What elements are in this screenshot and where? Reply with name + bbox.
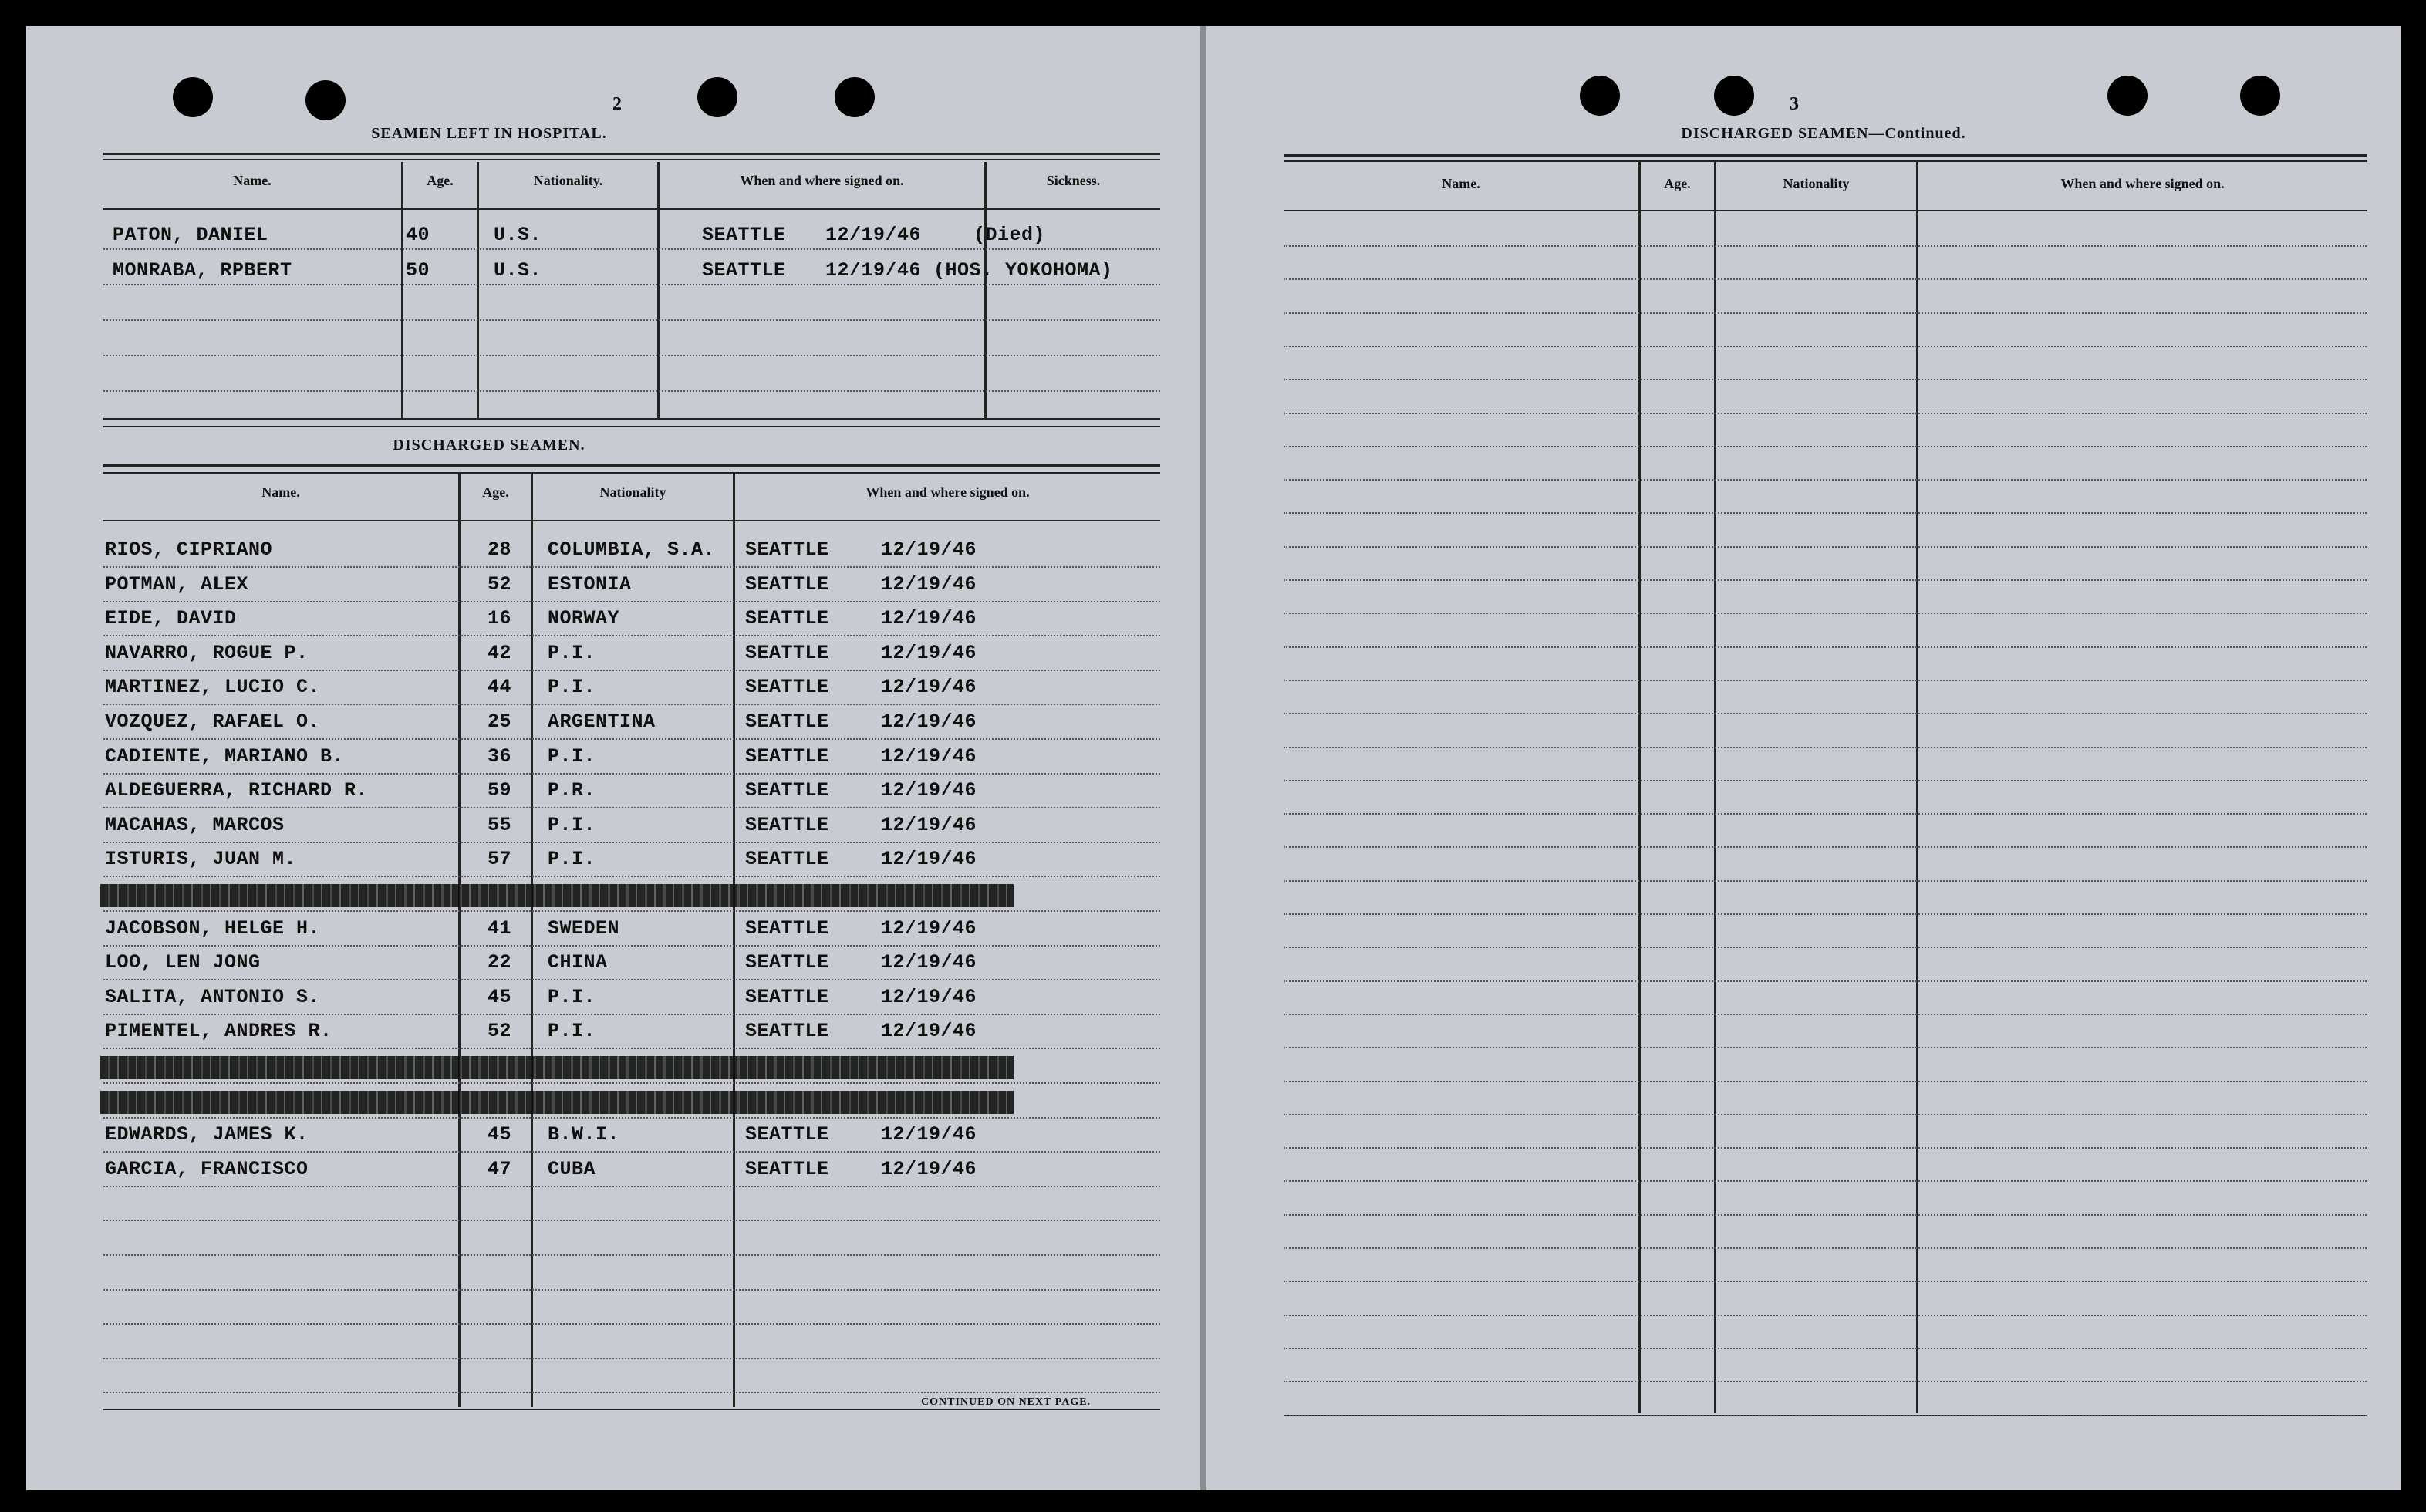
ruled-line <box>103 842 1160 843</box>
hospital-row-date: 12/19/46 <box>825 259 922 282</box>
discharged-row-name: NAVARRO, ROGUE P. <box>105 642 309 664</box>
discharged-row-place: SEATTLE <box>745 951 829 974</box>
discharged-row-nationality: CUBA <box>548 1158 596 1180</box>
discharged-row-date: 12/19/46 <box>881 779 977 802</box>
discharged-row-place: SEATTLE <box>745 676 829 698</box>
punch-hole <box>1714 76 1754 116</box>
ruled-line <box>1284 1014 2367 1015</box>
discharged-row-age: 57 <box>488 848 512 870</box>
ruled-line <box>103 635 1160 636</box>
ruled-line <box>103 670 1160 671</box>
discharged-row-date: 12/19/46 <box>881 1123 977 1146</box>
ruled-line <box>1284 278 2367 280</box>
ruled-line <box>1284 1147 2367 1149</box>
discharged-row-name: VOZQUEZ, RAFAEL O. <box>105 710 321 733</box>
punch-hole <box>2107 76 2148 116</box>
discharged-row-place: SEATTLE <box>745 848 829 870</box>
ruled-line <box>1284 780 2367 781</box>
discharged-row-place: SEATTLE <box>745 745 829 768</box>
discharged-row-name: JACOBSON, HELGE H. <box>105 917 321 940</box>
ruled-line <box>103 1392 1160 1393</box>
discharged-row-name: ISTURIS, JUAN M. <box>105 848 297 870</box>
discharged-row-nationality: SWEDEN <box>548 917 620 940</box>
ruled-line <box>103 1151 1160 1153</box>
discharged-row-date: 12/19/46 <box>881 917 977 940</box>
discharged-row-name: RIOS, CIPRIANO <box>105 538 273 561</box>
hospital-row-age: 40 <box>406 224 430 246</box>
discharged-row-date: 12/19/46 <box>881 814 977 836</box>
discharged-row-name: LOO, LEN JONG <box>105 951 261 974</box>
page-number: 3 <box>1790 94 1799 114</box>
discharged-row-place: SEATTLE <box>745 642 829 664</box>
ruled-line <box>1284 413 2367 414</box>
hospital-row-nationality: U.S. <box>494 259 542 282</box>
ruled-line <box>1284 813 2367 815</box>
discharged-row-place: SEATTLE <box>745 538 829 561</box>
ruled-line <box>1284 1381 2367 1382</box>
left-page <box>26 26 1200 1490</box>
discharged-row-place: SEATTLE <box>745 607 829 629</box>
discharged-header-age: Age. <box>482 484 509 500</box>
hospital-header-signed-on: When and where signed on. <box>740 173 904 188</box>
ruled-line <box>1284 680 2367 681</box>
discharged-row-name: PIMENTEL, ANDRES R. <box>105 1020 332 1042</box>
discharged-row-age: 16 <box>488 607 512 629</box>
ruled-line <box>1284 747 2367 748</box>
ruled-line <box>103 566 1160 568</box>
ruled-line <box>103 1323 1160 1325</box>
hospital-row-age: 50 <box>406 259 430 282</box>
ruled-line <box>1284 379 2367 380</box>
ruled-line <box>103 1014 1160 1015</box>
hospital-row-place: SEATTLE <box>702 259 786 282</box>
hospital-row-sickness: (HOS. YOKOHOMA) <box>933 259 1113 282</box>
ruled-line <box>1284 245 2367 247</box>
discharged-row-age: 42 <box>488 642 512 664</box>
page-number: 2 <box>612 94 622 114</box>
discharged-row-name: MARTINEZ, LUCIO C. <box>105 676 321 698</box>
ruled-line <box>1284 1214 2367 1216</box>
discharged-row-place: SEATTLE <box>745 779 829 802</box>
discharged-row-date: 12/19/46 <box>881 642 977 664</box>
ruled-line <box>1284 346 2367 347</box>
discharged-row-age: 55 <box>488 814 512 836</box>
discharged-row-age: 52 <box>488 1020 512 1042</box>
ruled-line <box>103 1358 1160 1359</box>
ruled-line <box>1284 1047 2367 1048</box>
hospital-row-name: MONRABA, RPBERT <box>113 259 292 282</box>
continued-header-nationality: Nationality <box>1783 176 1850 191</box>
hospital-row-sickness: (Died) <box>973 224 1046 246</box>
ruled-line <box>1284 1348 2367 1349</box>
hospital-title: SEAMEN LEFT IN HOSPITAL. <box>371 125 607 142</box>
struck-out-row <box>100 884 1014 907</box>
struck-out-row <box>100 1091 1014 1114</box>
discharged-row-nationality: P.I. <box>548 676 596 698</box>
discharged-row-place: SEATTLE <box>745 1020 829 1042</box>
punch-hole <box>305 80 346 120</box>
discharged-row-nationality: COLUMBIA, S.A. <box>548 538 716 561</box>
discharged-row-age: 25 <box>488 710 512 733</box>
ruled-line <box>1284 446 2367 447</box>
discharged-row-date: 12/19/46 <box>881 986 977 1008</box>
ruled-line <box>103 1082 1160 1084</box>
discharged-row-name: EIDE, DAVID <box>105 607 237 629</box>
discharged-row-nationality: CHINA <box>548 951 608 974</box>
ruled-line <box>1284 512 2367 514</box>
discharged-title: DISCHARGED SEAMEN. <box>393 437 585 454</box>
discharged-row-name: POTMAN, ALEX <box>105 573 249 596</box>
ruled-line <box>1284 646 2367 648</box>
continued-note: CONTINUED ON NEXT PAGE. <box>921 1396 1092 1408</box>
ruled-line <box>1284 1247 2367 1249</box>
ruled-line <box>1284 613 2367 614</box>
ruled-line <box>1284 312 2367 314</box>
discharged-row-date: 12/19/46 <box>881 676 977 698</box>
discharged-row-name: CADIENTE, MARIANO B. <box>105 745 345 768</box>
ruled-line <box>103 807 1160 808</box>
discharged-row-age: 22 <box>488 951 512 974</box>
ruled-line <box>103 1117 1160 1119</box>
discharged-row-place: SEATTLE <box>745 573 829 596</box>
ruled-line <box>1284 546 2367 548</box>
discharged-row-place: SEATTLE <box>745 1123 829 1146</box>
hospital-header-sickness: Sickness. <box>1046 173 1101 188</box>
discharged-header-name: Name. <box>261 484 300 500</box>
continued-header-age: Age. <box>1664 176 1691 191</box>
discharged-row-name: MACAHAS, MARCOS <box>105 814 285 836</box>
discharged-row-place: SEATTLE <box>745 710 829 733</box>
ruled-line <box>1284 1281 2367 1282</box>
discharged-row-nationality: P.R. <box>548 779 596 802</box>
discharged-row-age: 59 <box>488 779 512 802</box>
discharged-row-date: 12/19/46 <box>881 1158 977 1180</box>
ruled-line <box>103 601 1160 602</box>
discharged-row-nationality: P.I. <box>548 1020 596 1042</box>
hospital-row-nationality: U.S. <box>494 224 542 246</box>
discharged-row-age: 52 <box>488 573 512 596</box>
discharged-row-nationality: P.I. <box>548 642 596 664</box>
hospital-row-name: PATON, DANIEL <box>113 224 268 246</box>
ruled-line <box>1284 947 2367 948</box>
discharged-row-date: 12/19/46 <box>881 951 977 974</box>
ruled-line <box>103 704 1160 705</box>
discharged-row-age: 45 <box>488 986 512 1008</box>
discharged-row-date: 12/19/46 <box>881 573 977 596</box>
discharged-row-name: SALITA, ANTONIO S. <box>105 986 321 1008</box>
ruled-line <box>1284 980 2367 982</box>
ruled-line <box>1284 1081 2367 1082</box>
discharged-row-age: 36 <box>488 745 512 768</box>
punch-hole <box>697 77 737 117</box>
hospital-header-nationality: Nationality. <box>533 173 603 188</box>
ruled-line <box>103 979 1160 980</box>
ruled-line <box>1284 479 2367 481</box>
hospital-row-place: SEATTLE <box>702 224 786 246</box>
ruled-line <box>103 910 1160 912</box>
discharged-row-nationality: P.I. <box>548 986 596 1008</box>
discharged-row-date: 12/19/46 <box>881 538 977 561</box>
discharged-row-nationality: P.I. <box>548 745 596 768</box>
ruled-line <box>1284 1415 2367 1416</box>
ruled-line <box>1284 1114 2367 1115</box>
continued-header-signed-on: When and where signed on. <box>2060 176 2225 191</box>
ruled-line <box>1284 713 2367 714</box>
discharged-row-name: EDWARDS, JAMES K. <box>105 1123 309 1146</box>
ruled-line <box>103 1254 1160 1256</box>
discharged-row-date: 12/19/46 <box>881 848 977 870</box>
discharged-row-place: SEATTLE <box>745 986 829 1008</box>
ruled-line <box>1284 579 2367 581</box>
discharged-row-date: 12/19/46 <box>881 710 977 733</box>
discharged-row-nationality: NORWAY <box>548 607 620 629</box>
punch-hole <box>173 77 213 117</box>
discharged-row-place: SEATTLE <box>745 1158 829 1180</box>
discharged-row-nationality: ESTONIA <box>548 573 632 596</box>
discharged-row-place: SEATTLE <box>745 917 829 940</box>
discharged-row-age: 45 <box>488 1123 512 1146</box>
discharged-row-place: SEATTLE <box>745 814 829 836</box>
discharged-row-name: ALDEGUERRA, RICHARD R. <box>105 779 369 802</box>
discharged-row-date: 12/19/46 <box>881 1020 977 1042</box>
ruled-line <box>1284 1180 2367 1182</box>
discharged-header-signed-on: When and where signed on. <box>865 484 1030 500</box>
discharged-row-age: 44 <box>488 676 512 698</box>
discharged-row-nationality: B.W.I. <box>548 1123 620 1146</box>
ruled-line <box>1284 1315 2367 1316</box>
ruled-line <box>103 1220 1160 1221</box>
discharged-row-date: 12/19/46 <box>881 745 977 768</box>
struck-out-row <box>100 1056 1014 1079</box>
discharged-row-name: GARCIA, FRANCISCO <box>105 1158 309 1180</box>
discharged-row-age: 28 <box>488 538 512 561</box>
continued-header-name: Name. <box>1442 176 1480 191</box>
ruled-line <box>103 945 1160 947</box>
ruled-line <box>1284 880 2367 882</box>
discharged-header-nationality: Nationality <box>599 484 666 500</box>
hospital-row-date: 12/19/46 <box>825 224 922 246</box>
hospital-header-name: Name. <box>233 173 272 188</box>
discharged-row-nationality: P.I. <box>548 814 596 836</box>
ruled-line <box>103 1289 1160 1291</box>
hospital-header-age: Age. <box>427 173 454 188</box>
discharged-row-nationality: ARGENTINA <box>548 710 656 733</box>
discharged-row-nationality: P.I. <box>548 848 596 870</box>
discharged-row-age: 47 <box>488 1158 512 1180</box>
discharged-row-age: 41 <box>488 917 512 940</box>
discharged-row-date: 12/19/46 <box>881 607 977 629</box>
punch-hole <box>1580 76 1620 116</box>
ruled-line <box>103 876 1160 877</box>
ruled-line <box>1284 846 2367 848</box>
punch-hole <box>835 77 875 117</box>
ruled-line <box>103 1048 1160 1049</box>
punch-hole <box>2240 76 2280 116</box>
right-page <box>1206 26 2401 1490</box>
ruled-line <box>1284 913 2367 915</box>
discharged-continued-title: DISCHARGED SEAMEN—Continued. <box>1681 125 1966 142</box>
ruled-line <box>103 1186 1160 1187</box>
ruled-line <box>103 773 1160 775</box>
ruled-line <box>103 738 1160 740</box>
